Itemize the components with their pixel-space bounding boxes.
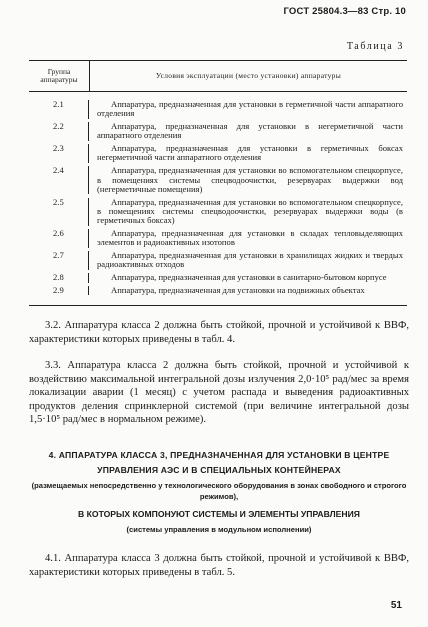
row-number: 2.7	[29, 251, 89, 270]
table-row	[29, 100, 407, 119]
row-number: 2.9	[29, 286, 89, 295]
table-header	[29, 61, 407, 92]
row-number: 2.3	[29, 144, 89, 163]
row-number: 2.2	[29, 122, 89, 141]
table-row	[29, 229, 407, 248]
table-row	[29, 273, 407, 282]
table-row	[29, 122, 407, 141]
table-row	[29, 198, 407, 226]
row-description: Аппаратура, предназначенная для установки в герметичных боксах негерметичной части аппаратного отделения	[97, 143, 403, 163]
row-description: Аппаратура, предназначенная для установки в герметичной части аппаратного отделения	[97, 99, 403, 119]
page-number: 51	[390, 600, 402, 611]
paragraph-3-3: 3.3. Аппаратура класса 2 должна быть стойкой, прочной и устойчивой к воздействию максимальной интегральной дозы излучения 2,0·10⁵ рад/мес за время локализации аварии (1 месяц) с учетом распада и выведения радиоактивных продуктов деления спринклерной системой (при величине интегральной дозы 1,5·10⁵ рад/мес в нормальном режиме).	[29, 360, 409, 426]
row-number: 2.5	[29, 198, 89, 226]
column-header-conditions: Условия эксплуатации (место установки) аппаратуры	[155, 71, 342, 80]
section-4-subtitle: (размещаемых непосредственно у технологического оборудования в зонах свободного и строгого режимов),	[31, 481, 407, 501]
paragraph-3-2: 3.2. Аппаратура класса 2 должна быть стойкой, прочной и устойчивой к ВВФ, характеристики которых приведены в табл. 4.	[29, 320, 409, 345]
section-4-note: (системы управления в модульном исполнении)	[126, 525, 312, 534]
section-4-title: 4. АППАРАТУРА КЛАССА 3, ПРЕДНАЗНАЧЕННАЯ ДЛЯ УСТАНОВКИ В ЦЕНТРЕ УПРАВЛЕНИЯ АЭС И В СПЕЦИАЛЬНЫХ КОНТЕЙНЕРАХ	[48, 450, 390, 475]
row-description: Аппаратура, предназначенная для установки во вспомогательном спецкорпусе, в помещениях системы спецводоочистки, резервуарах выдержки воды (в герметичных боксах)	[97, 196, 403, 226]
row-description: Аппаратура, предназначенная для установки в хранилищах жидких и твердых радиоактивных отходов	[97, 250, 403, 270]
row-number: 2.1	[29, 100, 89, 119]
section-4-title-continuation: В КОТОРЫХ КОМПОНУЮТ СИСТЕМЫ И ЭЛЕМЕНТЫ УПРАВЛЕНИЯ	[78, 509, 360, 519]
row-number: 2.6	[29, 229, 89, 248]
table-row	[29, 286, 407, 295]
row-number: 2.8	[29, 273, 89, 282]
table-caption: Таблица 3	[346, 41, 404, 52]
row-number: 2.4	[29, 166, 89, 194]
row-description: Аппаратура, предназначенная для установки во вспомогательном спецкорпусе, в помещениях системы спецводоочистки, резервуарах выдержки вод (негерметичные помещения)	[97, 165, 403, 194]
page-header: ГОСТ 25804.3—83 Стр. 10	[283, 6, 406, 17]
table-row	[29, 251, 407, 270]
table-body	[29, 92, 407, 305]
paragraph-4-1: 4.1. Аппаратура класса 3 должна быть стойкой, прочной и устойчивой к ВВФ, характеристики которых приведены в табл. 5.	[29, 553, 409, 578]
column-header-group: Группа аппаратуры	[29, 61, 90, 91]
row-description: Аппаратура, предназначенная для установки в санитарно-бытовом корпусе	[111, 272, 387, 283]
table-3	[29, 60, 407, 306]
row-description: Аппаратура, предназначенная для установки в складах тепловыделяющих элементов и радиоактивных изотопов	[97, 228, 403, 248]
table-row	[29, 166, 407, 194]
row-description: Аппаратура, предназначенная для установки на подвижных объектах	[111, 285, 365, 296]
row-description: Аппаратура, предназначенная для установки в негерметичной части аппаратного отделения	[97, 121, 403, 141]
table-row	[29, 144, 407, 163]
